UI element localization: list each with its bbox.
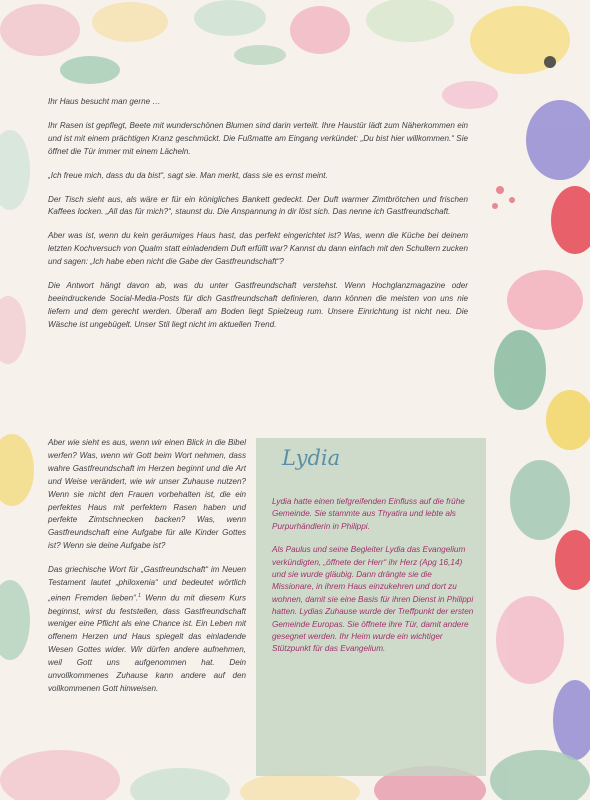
sidebar-paragraph: Lydia hatte einen tiefgreifenden Einfluss auf die frühe Gemeinde. Sie stammte aus Thyatira und lebte als Purpurhändlerin in Philippi. (272, 497, 465, 531)
intro-line: Ihr Haus besucht man gerne … (48, 97, 161, 106)
paragraph: Die Antwort hängt davon ab, was du unter Gastfreundschaft verstehst. Wenn Hochglanzmagazine oder beeindruckende Social-Media-Posts für dich Gastfreundschaft definieren, dann können die meisten von uns nie liefern und dem gerecht werden. Überall am Boden liegt Spielzeug rum. Unsere Einrichtung ist nicht neu. Die Wäsche ist ungebügelt. Unser Stil liegt nicht im aktuellen Trend. (48, 281, 468, 329)
paragraph-start: Das griechische Wort für „Gastfreundschaft“ im Neuen Testament lautet „philoxenia“ und bedeutet wörtlich „einen Fremden lieben“. (48, 565, 246, 603)
lydia-sidebar (256, 438, 486, 776)
left-column (48, 437, 246, 707)
paragraph: Aber wie sieht es aus, wenn wir einen Blick in die Bibel werfen? Was, wenn wir Gott beim Wort nehmen, dass wahre Gastfreundschaft im Herzen beginnt und die Art und Weise verändert, wie wir unser Zuhause nutzen? Wenn sie nicht den Frauen vorbehalten ist, die ein perfektes Haus mit perfektem Rasen haben und perfekte Zimtschnecken backen? Was, wenn Gastfreundschaft eine Aufgabe für alle Kinder Gottes ist? Wenn sie deine Aufgabe ist? (48, 438, 246, 551)
sidebar-body (272, 496, 474, 667)
sidebar-title: Lydia (282, 446, 341, 470)
main-text (48, 96, 468, 343)
paragraph: „Ich freue mich, dass du da bist“, sagt sie. Man merkt, dass sie es ernst meint. (48, 170, 328, 180)
paragraph: Aber was ist, wenn du kein geräumiges Haus hast, das perfekt eingerichtet ist? Was, wenn die Küche bei deinem letzten Kochversuch von Qualm statt einladendem Duft erfüllt war? Kannst du dann einfach mit den Schultern zucken und sagen: „Ich habe eben nicht die Gabe der Gastfreundschaft“? (48, 231, 468, 267)
sidebar-paragraph: Als Paulus und seine Begleiter Lydia das Evangelium verkündigten, „öffnete der Herr“ ihr Herz (Apg 16,14) und sie wurde gläubig. Dann drängte sie die Missionare, in ihrem Haus einzukehren und dort zu wohnen, damit sie eine Basis für ihren Dienst in Philippi hatten. Lydias Zuhause wurde der Treffpunkt der ersten Gemeinde Europas. Sie öffnete ihre Tür, damit andere gesegnet werden. Ihr Heim wurde ein wichtiger Stützpunkt für das Evangelium. (272, 545, 474, 654)
paragraph-end: Wenn du mit diesem Kurs beginnst, wirst du feststellen, dass Gastfreundschaft weniger eine Pflicht als eine Chance ist. Ein Leben mit offenem Herzen und Haus spiegelt das einladende Wesen Gottes wider. Wir dürfen andere aufnehmen, weil Gott uns aufgenommen hat. Dein unvollkommenes Zuhause kann andere auf den vollkommenen Gott hinweisen. (48, 593, 246, 693)
paragraph (48, 564, 246, 696)
footnote-marker: 1 (138, 592, 141, 599)
paragraph: Ihr Rasen ist gepflegt, Beete mit wunderschönen Blumen sind darin verteilt. Ihre Haustür lädt zum Näherkommen ein und ist mit einem prächtigen Kranz geschmückt. Die Fußmatte am Eingang verkündet: „Du bist hier willkommen.“ Sie öffnet die Tür immer mit einem Lächeln. (48, 120, 468, 156)
paragraph: Der Tisch sieht aus, als wäre er für ein königliches Bankett gedeckt. Der Duft warmer Zimtbrötchen und frischen Kaffees locken. „All das für mich?“, staunst du. Die Anspannung in dir löst sich. Das nenne ich Gastfreundschaft. (48, 194, 468, 217)
